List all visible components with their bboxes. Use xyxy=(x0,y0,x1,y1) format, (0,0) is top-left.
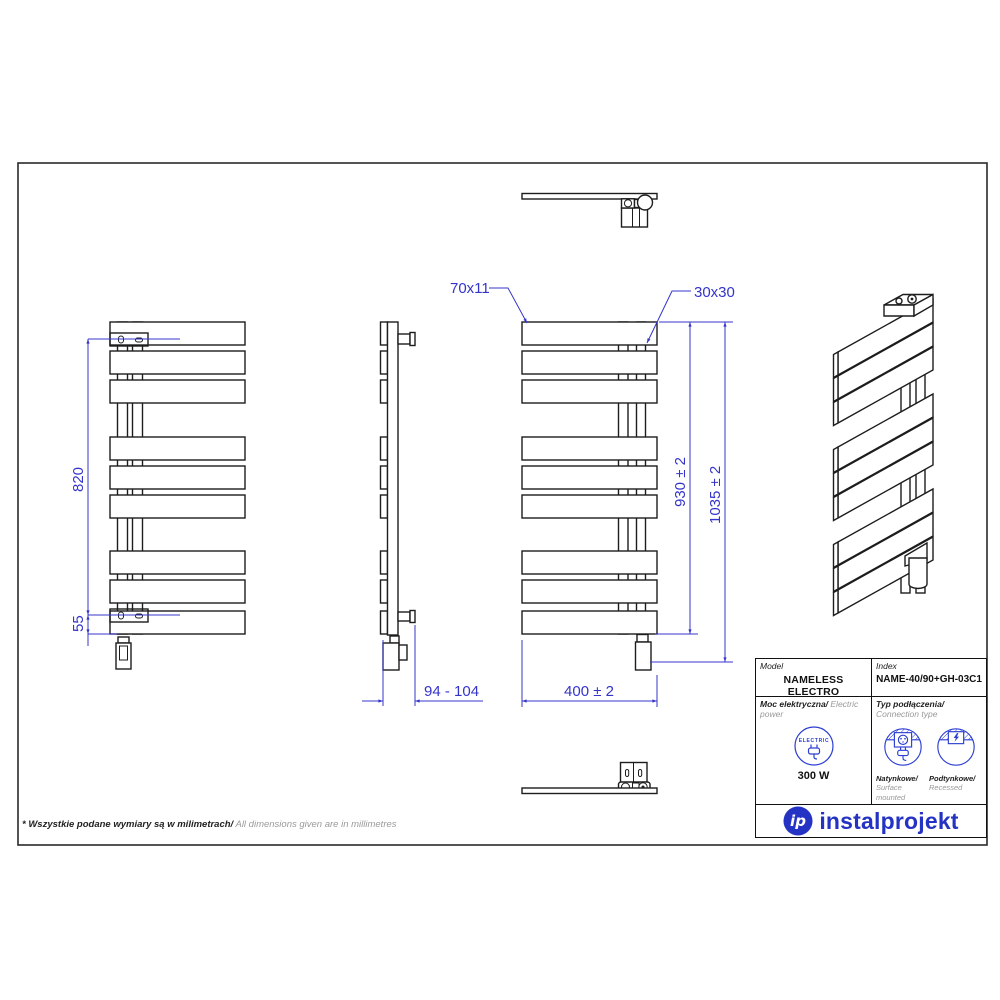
spec-table xyxy=(755,658,987,838)
spec-table-header-row xyxy=(756,659,986,697)
recessed-label: Podtynkowe/ Recessed xyxy=(929,774,976,793)
dimensioned-front-view xyxy=(522,322,657,670)
connection-label-pl: Typ podłączenia/ xyxy=(876,699,945,709)
index-cell xyxy=(872,659,986,696)
panel xyxy=(110,495,245,518)
panel xyxy=(110,466,245,489)
surface-mounted-label: Natynkowe/ Surface mounted xyxy=(876,774,918,802)
connection-label-en: Connection type xyxy=(876,709,938,719)
brand-row xyxy=(756,805,986,837)
dim-depth-label: 94 - 104 xyxy=(424,683,480,700)
panel xyxy=(110,380,245,403)
footnote-pl: * Wszystkie podane wymiary są w milimetrach/ xyxy=(22,819,234,830)
dim-55-label: 55 xyxy=(70,615,87,632)
bottom-view xyxy=(522,763,657,794)
dim-width-label: 400 ± 2 xyxy=(564,683,614,700)
electric-icon xyxy=(791,723,837,769)
wall-bracket-top xyxy=(398,333,415,346)
connection-type-cell xyxy=(872,697,986,804)
front-view xyxy=(110,322,245,669)
brand-wordmark: instalprojekt xyxy=(819,807,959,834)
panel xyxy=(110,351,245,374)
power-value: 300 W xyxy=(797,770,830,782)
power-label-pl: Moc elektryczna/ xyxy=(760,699,829,709)
top-view xyxy=(522,194,657,228)
label-collector-section: 30x30 xyxy=(694,284,735,301)
dim-total-height-label: 1035 ± 2 xyxy=(707,465,724,524)
spec-table-detail-row xyxy=(756,697,986,805)
footnote xyxy=(22,819,397,830)
electric-icon-text: ELECTRIC xyxy=(798,738,829,744)
index-value: NAME-40/90+GH-03C1 xyxy=(876,674,982,685)
instalprojekt-logo-icon xyxy=(783,806,813,836)
panel xyxy=(110,551,245,574)
dim-body-height-label: 930 ± 2 xyxy=(672,457,689,507)
wall-bracket-bottom xyxy=(398,611,415,623)
electric-power-cell xyxy=(756,697,872,804)
dim-820-label: 820 xyxy=(70,466,87,492)
surface-mounted-icon xyxy=(881,725,925,769)
heating-element-front xyxy=(636,635,652,671)
side-view xyxy=(381,322,416,670)
power-label-en: Electric power xyxy=(760,699,859,719)
logo-mark-text: ip xyxy=(790,812,807,831)
model-label: Model xyxy=(760,661,784,671)
model-cell xyxy=(756,659,872,696)
label-panel-section: 70x11 xyxy=(450,280,490,297)
heating-element-side xyxy=(383,636,407,670)
model-value: NAMELESS ELECTRO xyxy=(783,674,844,698)
index-label: Index xyxy=(876,661,897,671)
panel xyxy=(110,580,245,603)
footnote-en: All dimensions given are in millimetres xyxy=(233,819,397,830)
heating-element xyxy=(116,637,131,669)
recessed-icon xyxy=(934,725,978,769)
perspective-view xyxy=(834,295,934,616)
panel xyxy=(110,437,245,460)
